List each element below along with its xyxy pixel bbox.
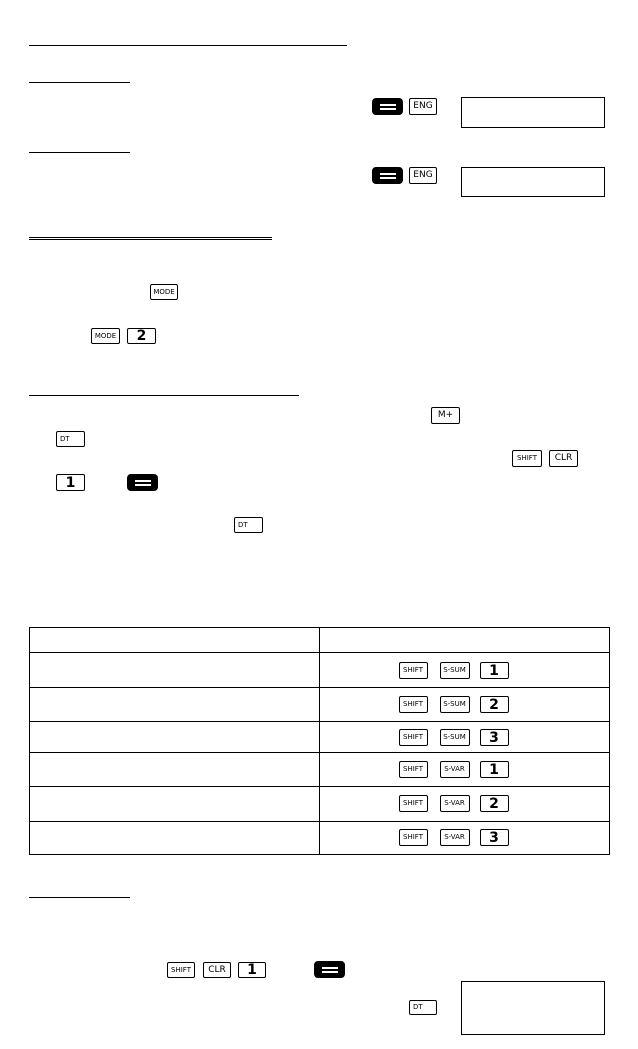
table-cell — [30, 653, 320, 688]
digit-2-key: 2 — [480, 696, 509, 713]
equals-key — [372, 98, 403, 115]
shift-key: SHIFT — [399, 729, 428, 746]
s-var-key: S-VAR — [440, 795, 470, 812]
equals-icon — [380, 172, 396, 180]
s-var-key: S-VAR — [440, 829, 470, 846]
command-table — [29, 627, 610, 855]
mode-key: MODE — [91, 328, 120, 344]
section-heading-rule — [29, 395, 299, 396]
example-heading-rule — [29, 152, 130, 153]
digit-2-key: 2 — [127, 328, 156, 344]
table-cell — [319, 722, 610, 753]
clr-key: CLR — [549, 450, 578, 467]
digit-1-key: 1 — [56, 474, 85, 491]
table-cell — [319, 688, 610, 722]
table-cell — [30, 822, 320, 855]
table-row — [30, 722, 610, 753]
digit-3-key: 3 — [480, 729, 509, 746]
digit-1-key: 1 — [480, 761, 509, 778]
shift-key: SHIFT — [399, 761, 428, 778]
table-row — [30, 653, 610, 688]
equals-key — [372, 167, 403, 184]
eng-key: ENG — [409, 167, 437, 184]
shift-key: SHIFT — [399, 696, 428, 713]
table-cell — [319, 653, 610, 688]
example-heading-rule — [29, 897, 130, 898]
calculator-display — [461, 167, 605, 197]
example-heading-rule — [29, 82, 130, 83]
table-header-cell — [319, 628, 610, 653]
table-cell — [319, 753, 610, 787]
equals-key — [127, 474, 158, 491]
equals-icon — [380, 103, 396, 111]
table-header-cell — [30, 628, 320, 653]
digit-1-key: 1 — [480, 662, 509, 679]
calculator-display — [461, 97, 605, 128]
dt-key: DT — [409, 1000, 437, 1015]
dt-key: DT — [56, 431, 85, 447]
equals-icon — [322, 966, 338, 974]
table-cell — [30, 722, 320, 753]
table-cell — [30, 753, 320, 787]
clr-key: CLR — [203, 962, 231, 978]
table-cell — [30, 787, 320, 822]
dt-key: DT — [234, 517, 263, 533]
table-row — [30, 688, 610, 722]
equals-icon — [135, 479, 151, 487]
shift-key: SHIFT — [399, 829, 428, 846]
table-cell — [319, 822, 610, 855]
s-sum-key: S-SUM — [440, 729, 470, 746]
table-cell — [30, 688, 320, 722]
shift-key: SHIFT — [512, 450, 542, 467]
shift-key: SHIFT — [399, 795, 428, 812]
section-heading-rule — [29, 45, 347, 46]
digit-3-key: 3 — [480, 829, 509, 846]
m-plus-key: M+ — [431, 407, 460, 424]
table-cell — [319, 787, 610, 822]
eng-key: ENG — [409, 98, 437, 115]
section-heading-rule — [29, 237, 272, 240]
digit-2-key: 2 — [480, 795, 509, 812]
calculator-display — [461, 981, 605, 1035]
shift-key: SHIFT — [399, 662, 428, 679]
mode-key: MODE — [150, 284, 178, 300]
equals-key — [314, 961, 345, 978]
table-row — [30, 822, 610, 855]
s-var-key: S-VAR — [440, 761, 470, 778]
shift-key: SHIFT — [167, 962, 195, 978]
table-header-row — [30, 628, 610, 653]
s-sum-key: S-SUM — [440, 662, 470, 679]
table-row — [30, 787, 610, 822]
digit-1-key: 1 — [238, 962, 266, 978]
s-sum-key: S-SUM — [440, 696, 470, 713]
table-row — [30, 753, 610, 787]
